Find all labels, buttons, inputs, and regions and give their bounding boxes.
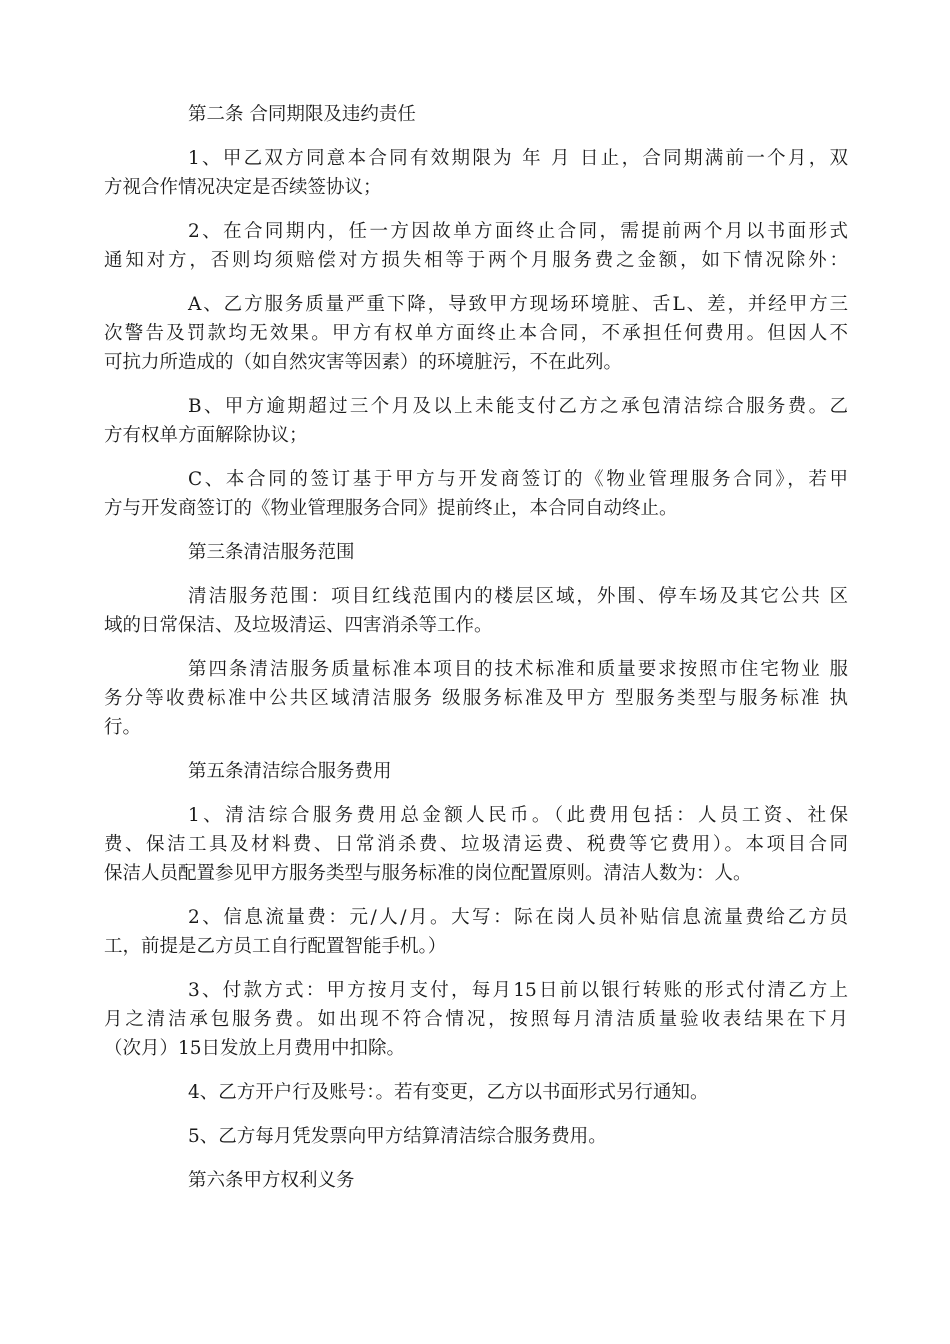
paragraph-line: 工，前提是乙方员工自行配置智能手机。） <box>104 936 447 957</box>
paragraph-line: 月之清洁承包服务费。如出现不符合情况，按照每月清洁质量验收表结果在下月 <box>104 1009 848 1030</box>
paragraph-line: 行。 <box>104 717 142 738</box>
paragraph-line: 方有权单方面解除协议； <box>104 425 308 446</box>
paragraph-line: 次警告及罚款均无效果。甲方有权单方面终止本合同，不承担任何费用。但因人不 <box>104 323 848 344</box>
paragraph-line: 方视合作情况决定是否续签协议； <box>104 177 382 198</box>
paragraph-line: 1、甲乙双方同意本合同有效期限为 年 月 日止，合同期满前一个月，双 <box>188 148 848 169</box>
paragraph-line: 2、在合同期内，任一方因故单方面终止合同，需提前两个月以书面形式 <box>188 221 848 242</box>
article-4-line: 第四条清洁服务质量标准本项目的技术标准和质量要求按照市住宅物业 服 <box>188 659 848 680</box>
paragraph-line: 费、保洁工具及材料费、日常消杀费、垃圾清运费、税费等它费用）。本项目合同 <box>104 834 848 855</box>
paragraph-line: 通知对方，否则均须赔偿对方损失相等于两个月服务费之金额，如下情况除外： <box>104 250 848 271</box>
paragraph-line: （次月）15日发放上月费用中扣除。 <box>104 1038 406 1059</box>
paragraph-line: 4、乙方开户行及账号：。若有变更，乙方以书面形式另行通知。 <box>188 1082 709 1103</box>
article-5-heading: 第五条清洁综合服务费用 <box>188 761 392 782</box>
paragraph-line: 1、清洁综合服务费用总金额人民币。（此费用包括：人员工资、社保 <box>188 805 848 826</box>
paragraph-line: 清洁服务范围：项目红线范围内的楼层区域，外围、停车场及其它公共 区 <box>188 586 848 607</box>
paragraph-line: 保洁人员配置参见甲方服务类型与服务标准的岗位配置原则。清洁人数为：人。 <box>104 863 752 884</box>
paragraph-line: 5、乙方每月凭发票向甲方结算清洁综合服务费用。 <box>188 1126 607 1147</box>
paragraph-line: 2、信息流量费：元/人/月。大写：际在岗人员补贴信息流量费给乙方员 <box>188 907 848 928</box>
paragraph-line: 可抗力所造成的（如自然灾害等因素）的环境脏污，不在此列。 <box>104 352 623 373</box>
paragraph-line: C、本合同的签订基于甲方与开发商签订的《物业管理服务合同》，若甲 <box>188 469 848 490</box>
paragraph-line: B、甲方逾期超过三个月及以上未能支付乙方之承包清洁综合服务费。乙 <box>188 396 848 417</box>
article-6-heading: 第六条甲方权利义务 <box>188 1170 355 1191</box>
article-3-heading: 第三条清洁服务范围 <box>188 542 355 563</box>
paragraph-line: 方与开发商签订的《物业管理服务合同》提前终止，本合同自动终止。 <box>104 498 678 519</box>
paragraph-line: 域的日常保洁、及垃圾清运、四害消杀等工作。 <box>104 615 493 636</box>
paragraph-line: 务分等收费标准中公共区域清洁服务 级服务标准及甲方 型服务类型与服务标准 执 <box>104 688 848 709</box>
paragraph-line: A、乙方服务质量严重下降，导致甲方现场环境脏、舌L、差，并经甲方三 <box>188 294 848 315</box>
article-2-heading: 第二条 合同期限及违约责任 <box>188 104 416 125</box>
paragraph-line: 3、付款方式：甲方按月支付，每月15日前以银行转账的形式付清乙方上 <box>188 980 848 1001</box>
